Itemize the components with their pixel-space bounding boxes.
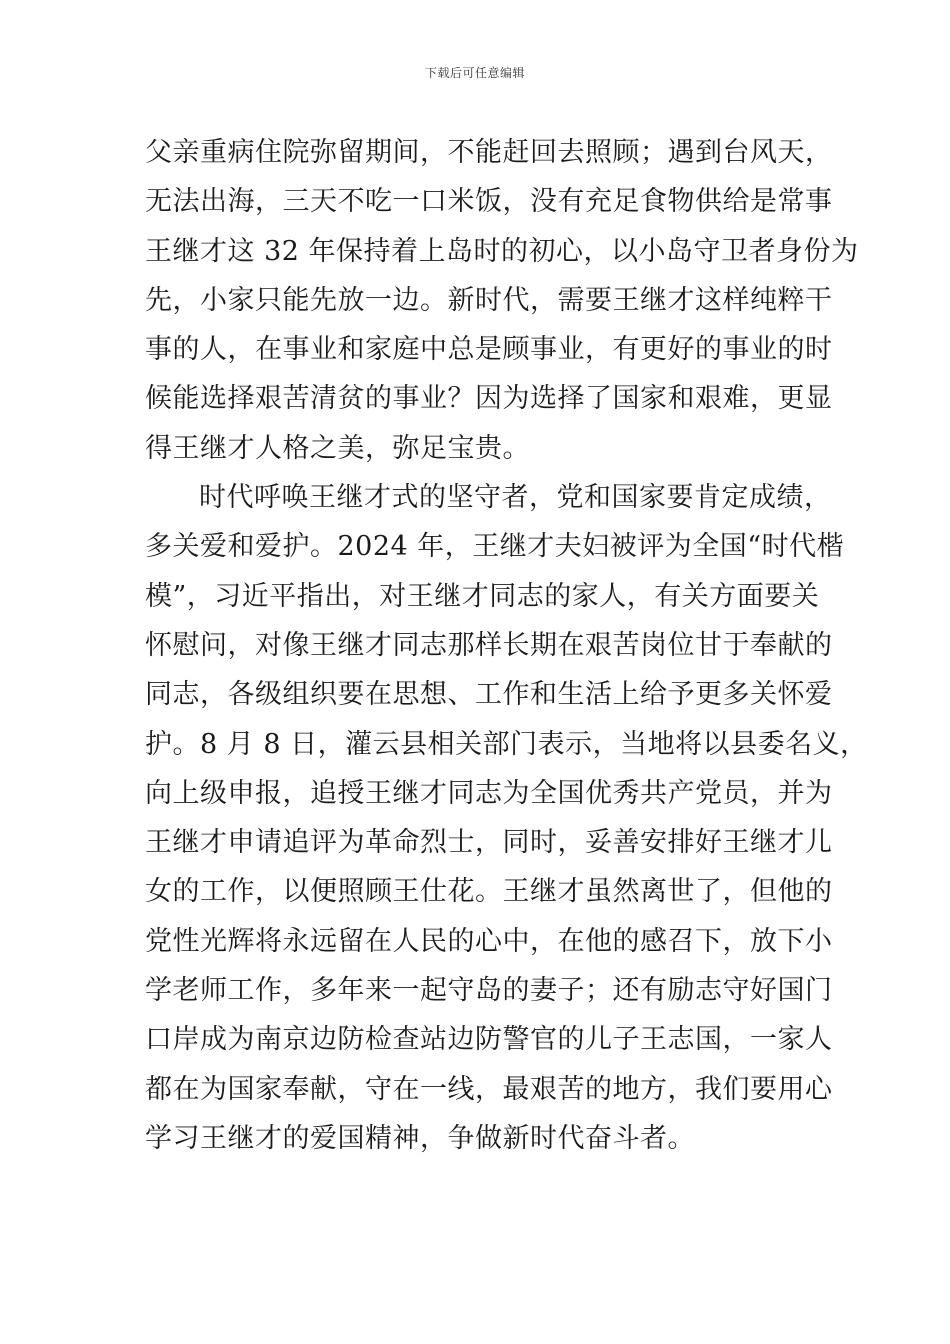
text-line: 得王继才人格之美，弥足宝贵。: [145, 432, 530, 464]
text-line: 候能选择艰苦清贫的事业？因为选择了国家和艰难，更显: [145, 383, 833, 415]
text-line: 怀慰问，对像王继才同志那样长期在艰苦岗位甘于奉献的: [145, 629, 833, 661]
text-line: 多关爱和爱护。2024 年，王继才夫妇被评为全国“时代楷: [145, 531, 845, 563]
paragraph-1: [145, 128, 859, 473]
text-line: 学习王继才的爱国精神，争做新时代奋斗者。: [145, 1122, 695, 1154]
text-line: 无法出海，三天不吃一口米饭，没有充足食物供给是常事: [145, 186, 833, 218]
text-line: 向上级申报，追授王继才同志为全国优秀共产党员，并为: [145, 777, 833, 809]
text-line: 党性光辉将永远留在人民的心中，在他的感召下，放下小: [145, 925, 833, 957]
text-line: 口岸成为南京边防检查站边防警官的儿子王志国，一家人: [145, 1024, 833, 1056]
text-line: 事的人，在事业和家庭中总是顾事业，有更好的事业的时: [145, 334, 833, 366]
text-line: 模”，习近平指出，对王继才同志的家人，有关方面要关: [145, 580, 820, 612]
body-text: [145, 128, 868, 1163]
text-line: 都在为国家奉献，守在一线，最艰苦的地方，我们要用心: [145, 1073, 833, 1105]
text-line: 王继才这 32 年保持着上岛时的初心，以小岛守卫者身份为: [145, 235, 859, 267]
text-line: 学老师工作，多年来一起守岛的妻子；还有励志守好国门: [145, 975, 833, 1007]
text-line: 女的工作，以便照顾王仕花。王继才虽然离世了，但他的: [145, 876, 833, 908]
header-note: 下载后可任意编辑: [424, 66, 525, 80]
text-line: 父亲重病住院弥留期间，不能赶回去照顾；遇到台风天，: [145, 137, 833, 168]
text-line: 时代呼唤王继才式的坚守者，党和国家要肯定成绩，: [199, 482, 832, 514]
text-line: 王继才申请追评为革命烈士，同时，妥善安排好王继才儿: [145, 827, 833, 859]
paragraph-2: [145, 473, 868, 1163]
text-line: 同志，各级组织要在思想、工作和生活上给予更多关怀爱: [145, 679, 833, 711]
text-line: 护。8 月 8 日，灌云县相关部门表示，当地将以县委名义，: [145, 728, 868, 760]
text-line: 先，小家只能先放一边。新时代，需要王继才这样纯粹干: [145, 284, 833, 316]
